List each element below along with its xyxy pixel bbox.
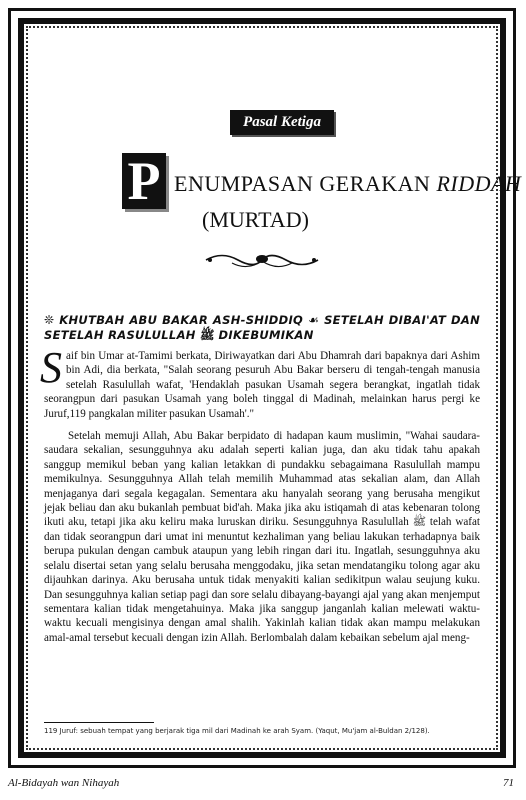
paragraph-1-text: aif bin Umar at-Tamimi berkata, Diriwayatkan dari Abu Dhamrah dari bapaknya dari Ashim bin Adi, dia berkata, "Salah seorang pesuruh Abu Bakar berseru di tengah-tengah manusia setelah Rasulullah wafat, 'Hendaklah pasukan Usamah segera berangkat, ingatlah tidak seorangpun dari pasukan Usamah yang boleh tinggal di Madinah, melainkan harus pergi ke Juruf,119 pangkalan militer pasukan Usamah'." — [44, 350, 480, 420]
bullet-flower-icon: ❊ — [44, 313, 55, 327]
title-line-2: (MURTAD) — [202, 207, 309, 232]
section-heading-part1: KHUTBAH ABU BAKAR ASH-SHIDDIQ — [59, 313, 304, 327]
honorific-icon: ☙ — [308, 313, 320, 327]
title-dropcap: P — [122, 153, 166, 209]
footnote-rule — [44, 722, 154, 723]
section-heading — [44, 313, 480, 343]
chapter-title — [44, 149, 522, 245]
title-line-1 — [174, 171, 521, 197]
footnote: 119 Juruf: sebuah tempat yang berjarak tiga mil dari Madinah ke arah Syam. (Yaqut, Mu'jam al-Buldan 2/128). — [44, 727, 430, 735]
paragraph-dropcap: S — [40, 343, 62, 392]
salawat-icon: ﷺ — [200, 328, 215, 342]
paragraph-2: Setelah memuji Allah, Abu Bakar berpidato di hadapan kaum muslimin, "Wahai saudara-saudara sekalian, sesungguhnya aku adalah seperti kalian juga, dan aku tidak tahu apakah sanggup memikul beban yang kalian letakkan di pundakku sebagaimana Rasulullah mampu memikulnya. Sesungguhnya Allah telah memilih Muhammad atas sekalian alam, dan Allah menjaganya dari segala kegagalan. Sementara aku hanyalah seorang yang berusaha mengikut jejak beliau dan aku bukanlah pembuat bid'ah. Maka jika aku istiqamah di atas kebenaran tolong ikuti aku, tetapi jika aku keliru maka luruskan diriku. Sesungguhnya Rasulullah ﷺ telah wafat dan tidak seorangpun dari umat ini menuntut kezhaliman yang beliau lakukan terhadapnya baik berupa pukulan dengan cambuk ataupun yang lebih ringan dari itu. Ingatlah, sesungguhnya aku selalu disertai setan yang selalu berusaha menggodaku, jika setan mendatangiku tolong agar aku dijauhkan darinya. Aku berusaha untuk tidak menyakiti kalian sedikitpun walau seujung kuku. Dan sesungguhnya kalian setiap pagi dan sore selalu dibayang-bayangi ajal yang akan menjemput sementara kalian tidak mengetahuinya. Maka jika sanggup janganlah kalian melewati waktu-waktu kecuali mengisinya dengan amal shalih. Yakinlah kalian tidak akan mampu melakukan amal-amal tersebut kecuali dengan izin Allah. Berlombalah dalam kebaikan sebelum ajal meng- — [44, 430, 480, 644]
section-heading-part2: SETELAH DIBAI'AT DAN SETELAH RASULULLAH — [44, 313, 481, 342]
ornament-flourish-icon — [44, 249, 480, 271]
section-heading-part3: DIKEBUMIKAN — [218, 328, 314, 342]
chapter-badge-wrap — [84, 110, 480, 135]
page-number: 71 — [503, 777, 514, 789]
page-content — [40, 110, 522, 645]
title-line-1-plain: ENUMPASAN GERAKAN — [174, 171, 437, 196]
title-line-1-italic: RIDDAH — [436, 171, 522, 196]
chapter-badge: Pasal Ketiga — [230, 110, 334, 135]
running-title: Al-Bidayah wan Nihayah — [8, 777, 120, 789]
paragraph-1 — [40, 343, 480, 421]
